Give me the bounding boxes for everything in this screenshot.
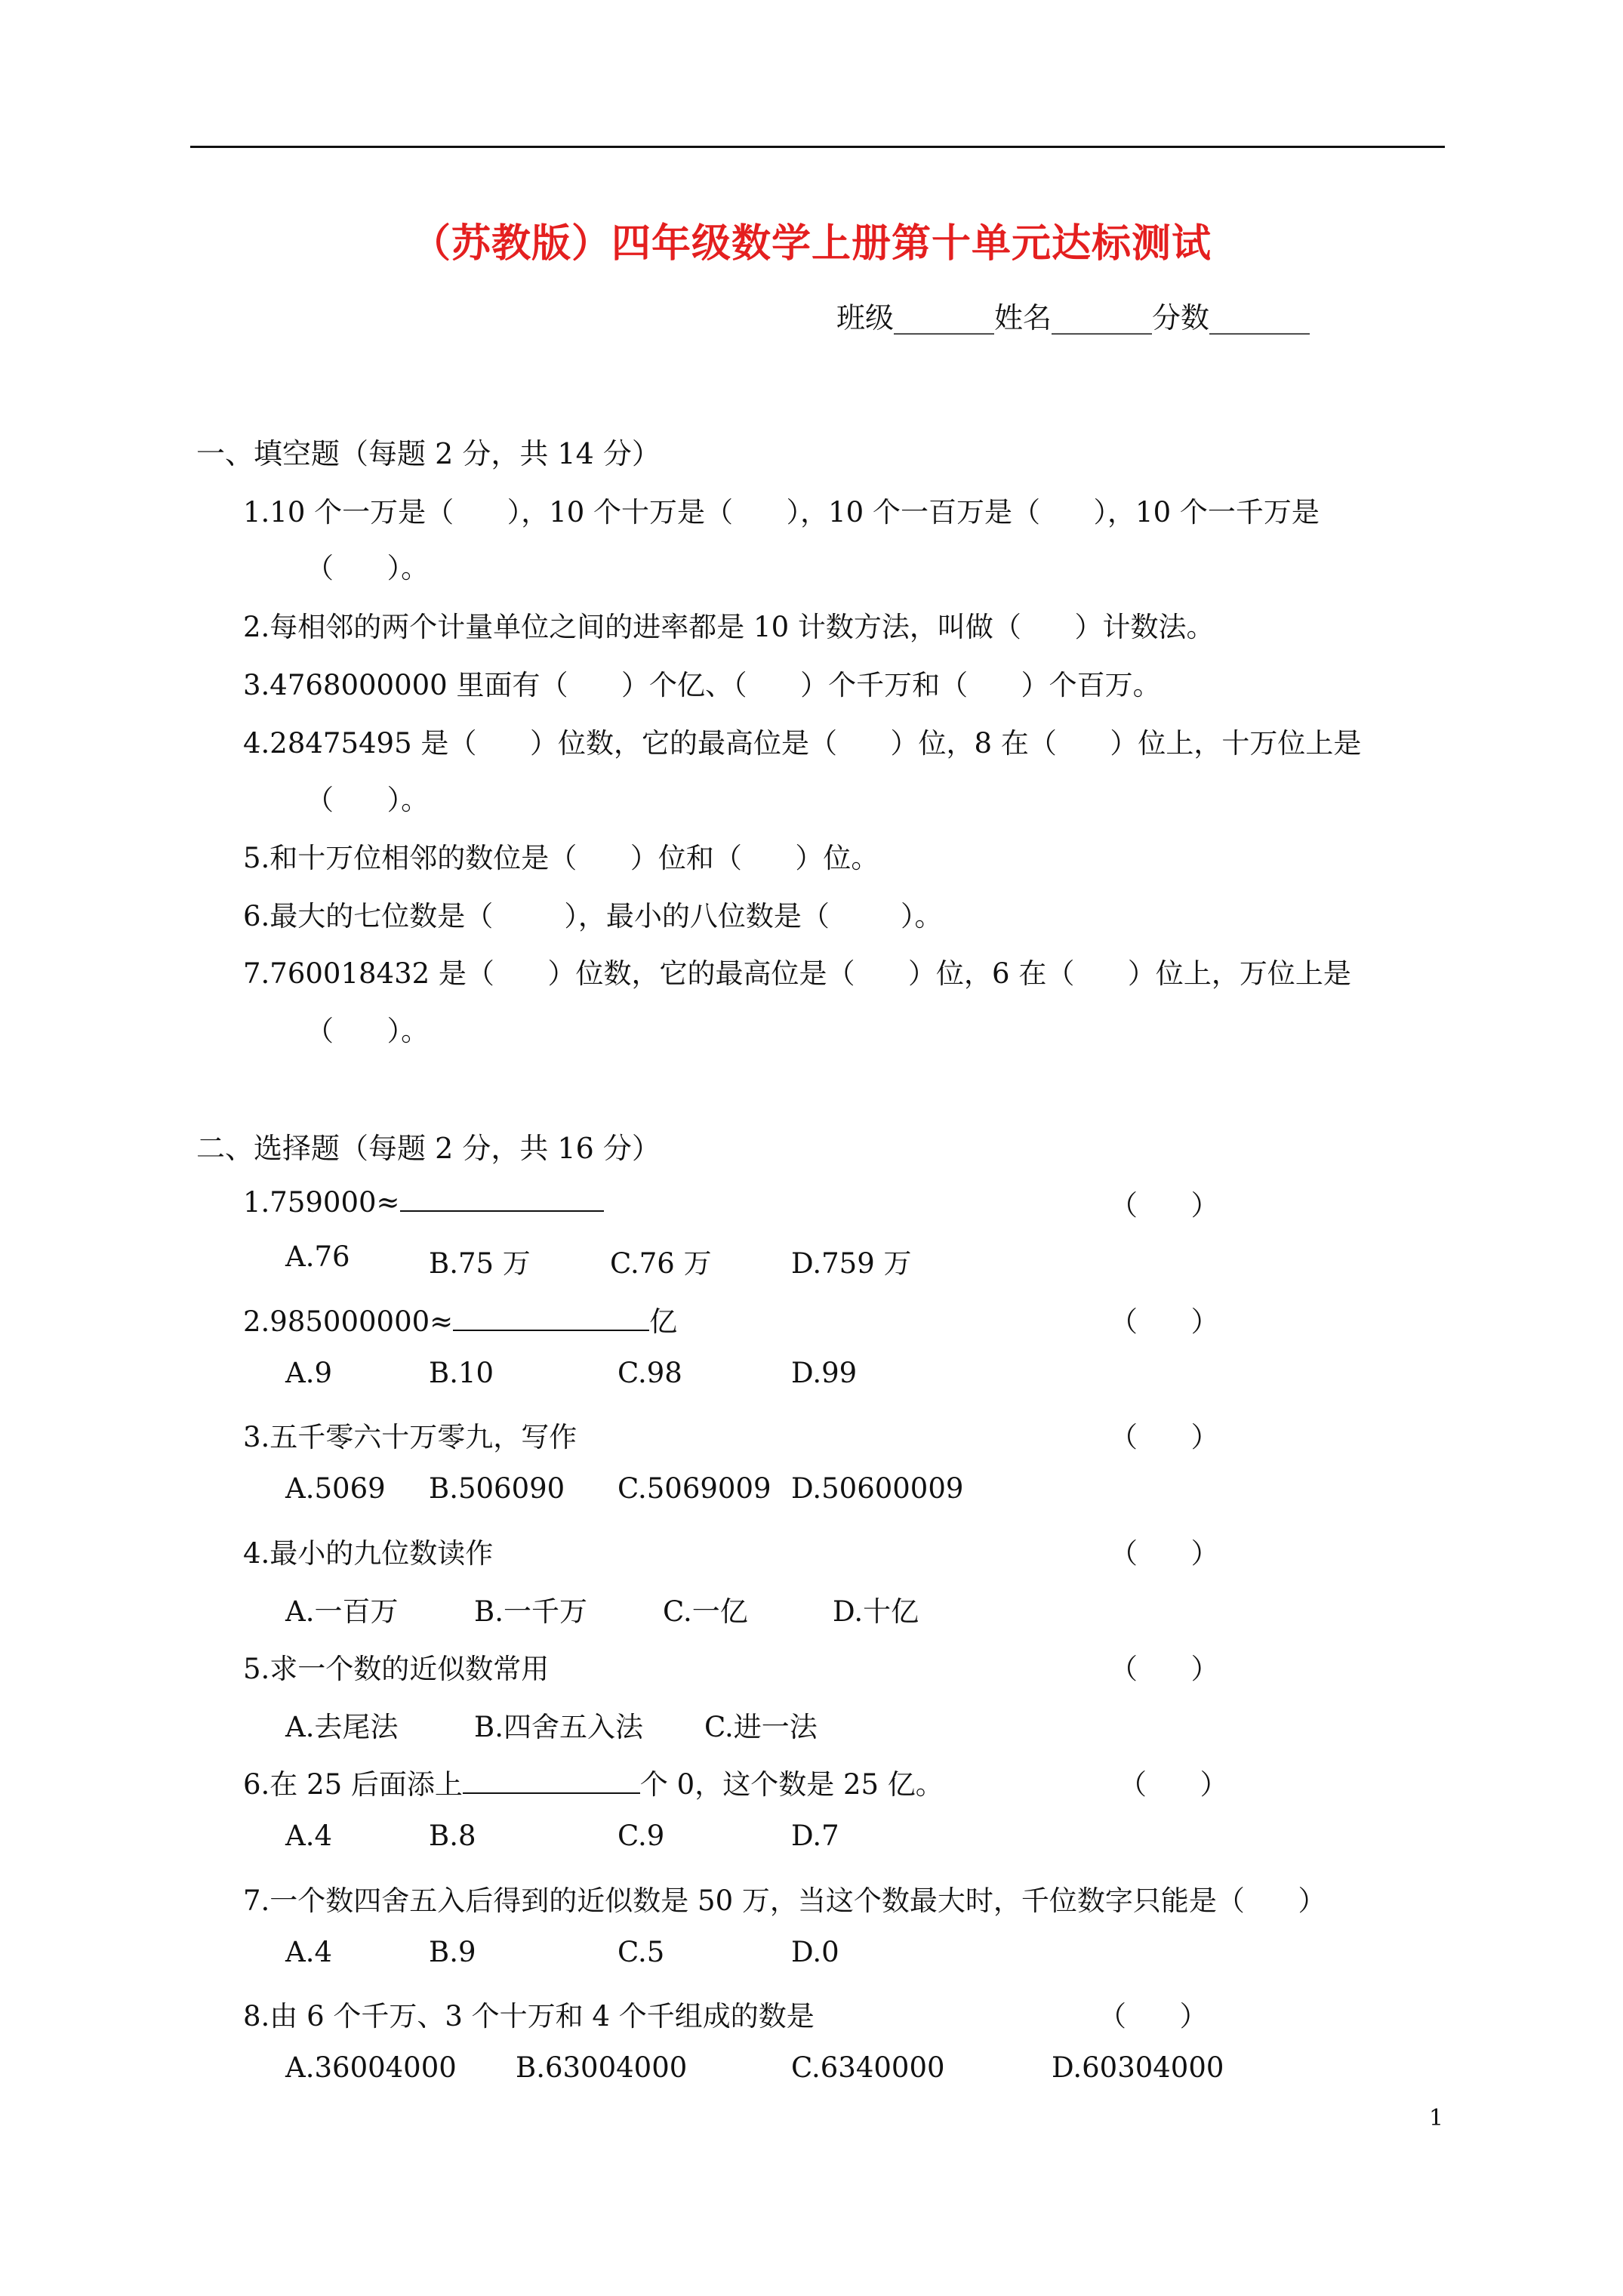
answer-blank[interactable] [400, 1182, 604, 1212]
choice-q7-option-a: A.4 [285, 1936, 333, 1968]
choice-q4-option-a: A.一百万 [285, 1595, 399, 1628]
page-number: 1 [1429, 2105, 1444, 2131]
choice-q2-option-c: C.98 [617, 1357, 682, 1389]
choice-q1-option-c: C.76 万 [610, 1247, 712, 1280]
choice-q3-answer-paren: （ ） [1110, 1421, 1219, 1453]
choice-q8-option-a: A.36004000 [285, 2051, 457, 2084]
choice-q6-option-a: A.4 [285, 1820, 333, 1852]
choice-q1-option-b: B.75 万 [429, 1247, 531, 1280]
fill-q6: 6.最大的七位数是（ ），最小的八位数是（ ）。 [243, 900, 943, 932]
choice-q5-stem: 5.求一个数的近似数常用 [243, 1653, 550, 1685]
choice-q4-option-b: B.一千万 [474, 1595, 587, 1628]
choice-q1-option-d: D.759 万 [791, 1247, 912, 1280]
choice-q1-answer-paren: （ ） [1110, 1189, 1219, 1222]
choice-q2 [243, 1299, 677, 1339]
fill-q7-line1: 7.760018432 是（ ）位数，它的最高位是（ ）位，6 在（ ）位上，万位上是 [243, 957, 1351, 990]
choice-q2-stem: 2.985000000≈ [243, 1305, 454, 1338]
fill-q4-line1: 4.28475495 是（ ）位数，它的最高位是（ ）位，8 在（ ）位上，十万位上是 [243, 727, 1362, 760]
fill-q1-line2: （ ）。 [306, 552, 430, 584]
choice-q8-stem: 8.由 6 个千万、3 个十万和 4 个千组成的数是 [243, 2000, 815, 2032]
choice-q6 [243, 1761, 944, 1802]
choice-q3-option-d: D.50600009 [791, 1472, 964, 1505]
answer-blank[interactable] [463, 1764, 640, 1794]
choice-q7-option-c: C.5 [617, 1936, 665, 1968]
student-info: 班级_______姓名_______分数_______ [836, 301, 1310, 334]
fill-q2: 2.每相邻的两个计量单位之间的进率都是 10 计数方法，叫做（ ）计数法。 [243, 611, 1215, 643]
choice-q6-option-b: B.8 [429, 1820, 476, 1852]
choice-q3-stem: 3.五千零六十万零九，写作 [243, 1421, 577, 1453]
page-title: （苏教版）四年级数学上册第十单元达标测试 [411, 220, 1212, 267]
fill-q7-line2: （ ）。 [306, 1015, 430, 1047]
choice-q4-option-d: D.十亿 [833, 1595, 919, 1628]
choice-q5-answer-paren: （ ） [1110, 1653, 1219, 1685]
choice-q6-option-d: D.7 [791, 1820, 839, 1852]
choice-q6-answer-paren: （ ） [1119, 1768, 1228, 1801]
choice-q2-suffix: 亿 [649, 1305, 678, 1338]
fill-q3: 3.4768000000 里面有（ ）个亿、（ ）个千万和（ ）个百万。 [243, 669, 1161, 701]
choice-q6-option-c: C.9 [617, 1820, 665, 1852]
choice-q8-option-d: D.60304000 [1052, 2051, 1224, 2084]
choice-q4-stem: 4.最小的九位数读作 [243, 1537, 494, 1570]
choice-q2-option-d: D.99 [791, 1357, 858, 1389]
header-rule [190, 146, 1445, 148]
choice-q8-option-c: C.6340000 [791, 2051, 945, 2084]
choice-q1 [243, 1182, 604, 1219]
choice-q5-option-b: B.四舍五入法 [474, 1711, 643, 1743]
choice-q1-option-a: A.76 [285, 1240, 350, 1273]
choice-q7-stem: 7.一个数四舍五入后得到的近似数是 50 万，当这个数最大时，千位数字只能是（ ） [243, 1885, 1326, 1917]
fill-q5: 5.和十万位相邻的数位是（ ）位和（ ）位。 [243, 842, 879, 874]
fill-q1-line1: 1.10 个一万是（ ），10 个十万是（ ），10 个一百万是（ ），10 个一千万是 [243, 496, 1320, 529]
choice-q8-option-b: B.63004000 [516, 2051, 688, 2084]
choice-q3-option-c: C.5069009 [617, 1472, 771, 1505]
choice-q2-answer-paren: （ ） [1110, 1305, 1219, 1338]
choice-q7-option-b: B.9 [429, 1936, 476, 1968]
choice-q2-option-b: B.10 [429, 1357, 494, 1389]
choice-q1-stem: 1.759000≈ [243, 1186, 400, 1219]
choice-q3-option-b: B.506090 [429, 1472, 565, 1505]
answer-blank[interactable] [453, 1302, 649, 1331]
choice-q4-answer-paren: （ ） [1110, 1537, 1219, 1570]
fill-q4-line2: （ ）。 [306, 784, 430, 816]
section2-heading: 二、选择题（每题 2 分，共 16 分） [196, 1132, 661, 1165]
choice-q8-answer-paren: （ ） [1098, 2000, 1208, 2032]
choice-q5-option-a: A.去尾法 [285, 1711, 399, 1743]
choice-q5-option-c: C.进一法 [704, 1711, 818, 1743]
choice-q6-stem: 6.在 25 后面添上 [243, 1768, 463, 1801]
choice-q7-option-d: D.0 [791, 1936, 839, 1968]
choice-q3-option-a: A.5069 [285, 1472, 386, 1505]
choice-q4-option-c: C.一亿 [663, 1595, 748, 1628]
section1-heading: 一、填空题（每题 2 分，共 14 分） [196, 437, 661, 470]
choice-q6-suffix: 个 0，这个数是 25 亿。 [639, 1768, 944, 1801]
choice-q2-option-a: A.9 [285, 1357, 333, 1389]
